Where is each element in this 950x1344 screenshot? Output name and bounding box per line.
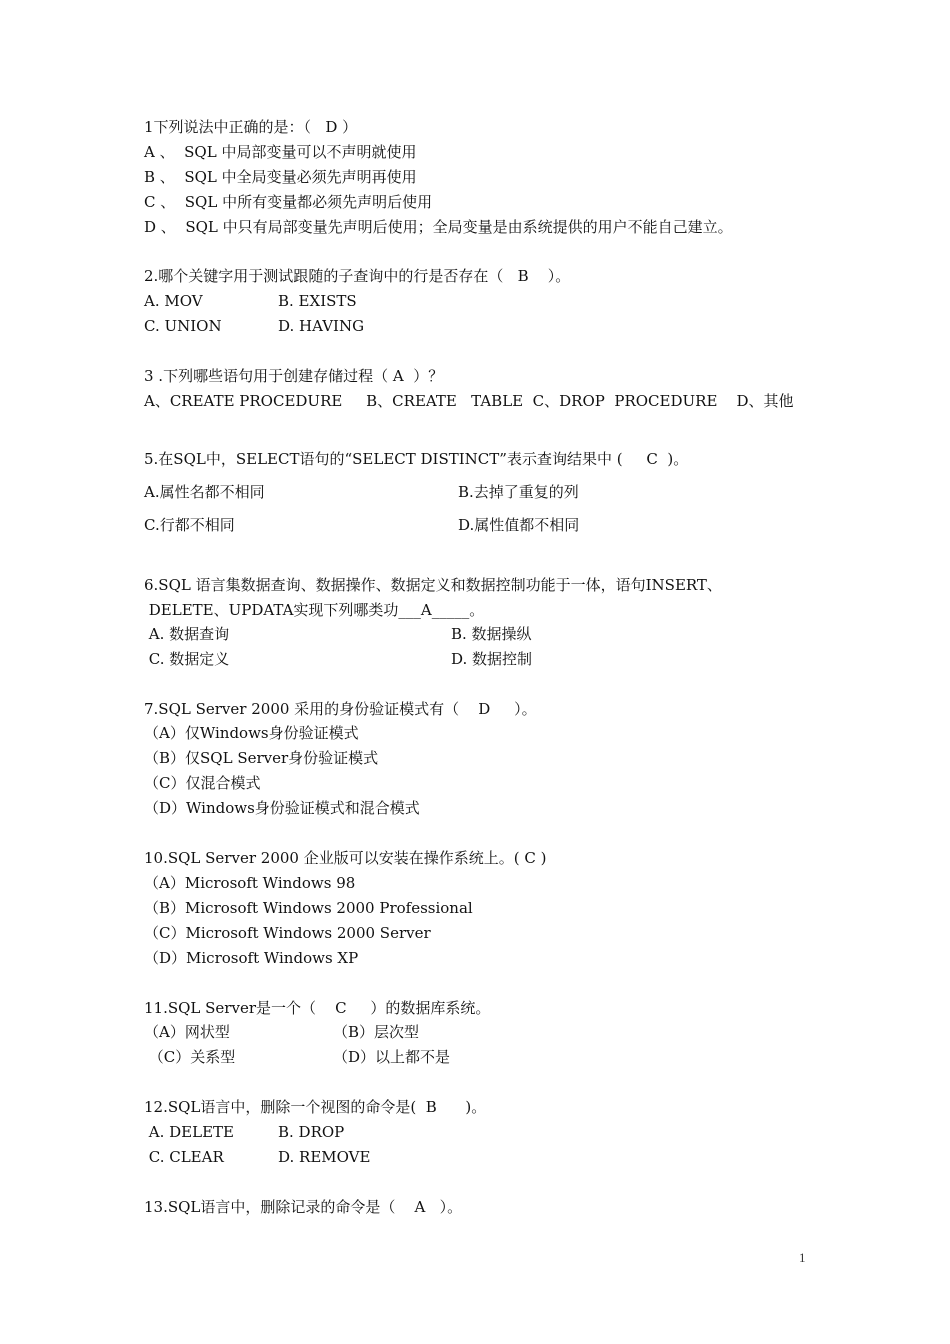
q11-stem: 11.SQL Server是一个（ C ）的数据库系统。 [144,999,491,1017]
q3-options: A、CREATE PROCEDURE B、CREATE TABLE C、DROP PROCEDURE D、其他 [144,392,794,410]
q6-option-d: D. 数据控制 [451,650,533,668]
q13-stem: 13.SQL语言中，删除记录的命令是（ A ）。 [144,1198,463,1216]
q5-option-b: B.去掉了重复的列 [458,483,579,501]
q11-option-c: （C）关系型 [144,1048,236,1066]
q2-option-d: D. HAVING [278,317,365,335]
q7-stem: 7.SQL Server 2000 采用的身份验证模式有（ D ）。 [144,700,537,718]
q10-option-d: （D）Microsoft Windows XP [144,949,359,967]
q6-stem-line-1: 6.SQL 语言集数据查询、数据操作、数据定义和数据控制功能于一体，语句INSERT、 [144,576,722,594]
q6-stem-line-2: DELETE、UPDATA实现下列哪类功___A_____。 [144,601,485,619]
q12-option-b: B. DROP [278,1123,345,1141]
q12-option-c: C. CLEAR [144,1148,224,1166]
q1-option-b: B 、 SQL 中全局变量必须先声明再使用 [144,168,417,186]
q12-option-a: A. DELETE [144,1123,234,1141]
q1-stem: 1下列说法中正确的是：（ D ） [144,118,358,136]
q10-option-b: （B）Microsoft Windows 2000 Professional [144,899,473,917]
q7-option-b: （B）仅SQL Server身份验证模式 [144,749,379,767]
q5-option-c: C.行都不相同 [144,516,235,534]
q7-option-a: （A）仅Windows身份验证模式 [144,724,359,742]
q10-option-a: （A）Microsoft Windows 98 [144,874,356,892]
q11-option-a: （A）网状型 [144,1023,230,1041]
q6-option-a: A. 数据查询 [144,625,230,643]
q1-option-c: C 、 SQL 中所有变量都必须先声明后使用 [144,193,433,211]
q10-option-c: （C）Microsoft Windows 2000 Server [144,924,431,942]
q5-option-a: A.属性名都不相同 [144,483,265,501]
q5-option-d: D.属性值都不相同 [458,516,580,534]
q2-option-b: B. EXISTS [278,292,357,310]
page-number: 1 [799,1250,806,1265]
q10-stem: 10.SQL Server 2000 企业版可以安装在操作系统上。( C ) [144,849,547,867]
q7-option-d: （D）Windows身份验证模式和混合模式 [144,799,420,817]
q6-option-b: B. 数据操纵 [451,625,532,643]
q12-option-d: D. REMOVE [278,1148,371,1166]
q12-stem: 12.SQL语言中，删除一个视图的命令是( B )。 [144,1098,487,1116]
q2-option-c: C. UNION [144,317,222,335]
q3-stem: 3 .下列哪些语句用于创建存储过程（ A ）？ [144,367,444,385]
q2-stem: 2.哪个关键字用于测试跟随的子查询中的行是否存在（ B ）。 [144,267,571,285]
q1-option-d: D 、 SQL 中只有局部变量先声明后使用；全局变量是由系统提供的用户不能自己建立。 [144,218,733,236]
q7-option-c: （C）仅混合模式 [144,774,261,792]
q2-option-a: A. MOV [144,292,203,310]
q11-option-b: （B）层次型 [333,1023,420,1041]
q5-stem: 5.在SQL中，SELECT语句的“SELECT DISTINCT”表示查询结果中 ( C )。 [144,450,689,468]
q1-option-a: A 、 SQL 中局部变量可以不声明就使用 [144,143,417,161]
q6-option-c: C. 数据定义 [144,650,230,668]
q11-option-d: （D）以上都不是 [333,1048,451,1066]
